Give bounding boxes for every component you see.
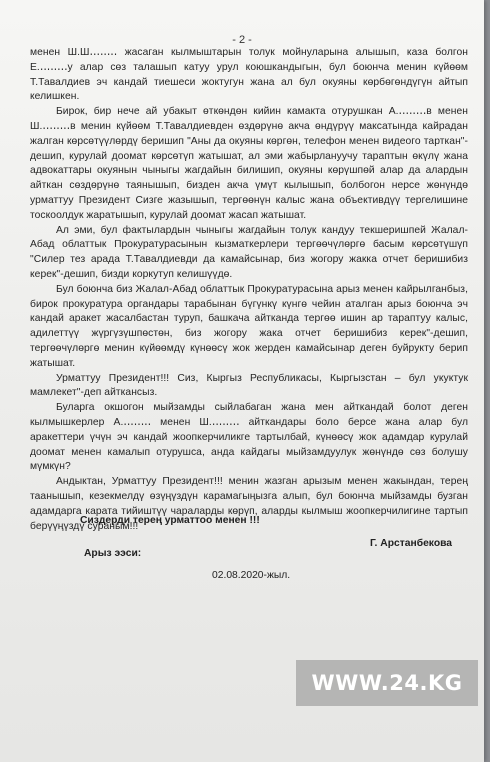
document-date: 02.08.2020-жыл. (212, 570, 291, 581)
site-watermark (296, 660, 478, 706)
paragraph: Буларга окшогон мыйзамды сыйлабаган жана мен айткандай болот деген кылмышкерлер А.‥‥‥‥ менен Ш.‥‥‥‥ айткандары боло берсе жана алар бул аракеттери үчүн эч кандай жоопкерчиликге тартылбай, күнөөсү жок адамдар курулай доомат менен камалып отурушса, анда кайдагы мыйзамдуулук жөнүндө сөз болушу мүмкүн? (30, 402, 468, 473)
applicant-label: Арыз ээси: (84, 548, 142, 559)
paragraph: Ал эми, бул фактылардын чыныгы жагдайын толук кандуу текшеришпей Жалал-Абад облаттык Прокуратурасынын кызматкерлери тергөөчүлөргө басым көрсөтүшүп "Силер тез арада Т.Тавалдиевди да камайсынар, биз жогору жакка отчет беришибиз керек"-дешип, бизди коркутуп келишүүдө. (30, 224, 468, 280)
closing-respect-line: Сиздерди терең урматтоо менен !!! (80, 515, 260, 526)
paragraph: менен Ш.Ш‥‥‥‥ жасаган кылмыштарын толук мойнуларына алышып, каза болгон Е.‥‥‥‥у алар сөз талашып катуу урул коюшкандыгын, бул боюнча менин күйөөм Т.Тавалдиев эч кандай тиешеси жоктугун жана ал бул окуяны көрбөгөндүгүн айтып келишкен. (30, 47, 468, 103)
signer-name: Г. Арстанбекова (370, 538, 453, 549)
paragraph: Андыктан, Урматтуу Президент!!! менин жазган арызым менен жакындан, терең таанышып, кезекмелдү өзүңүздүн карамагыңызга алып, бул боюнча мыйзамды бузган адамдарга карата тийиштүү чараларды көрүп, аларды кылмыш жоопкерчилигине тартып берүүңүздү сураным!!! (30, 476, 468, 532)
letter-body (30, 46, 468, 534)
paragraph: Бирок, бир нече ай убакыт өткөндөн кийин камакта отурушкан А.‥‥‥‥в менен Ш.‥‥‥‥в менин күйөөм Т.Тавалдиевден өздөрүнө акча өндүрүү максатында кайрадан жалган көрсөтүүлөрдү беришип "Аны да окуяны көргөн, телефон менен видеого тарткан"-дешип, курулай доомат көрсөтүп жатышат, ал эми жабырлануучу тараптын өкүлү жана адвокаттары окуянын чыныгы жагдайын билишип, окуяны көрүшпөй алар да алардын айткан сөздөрүнө таянышып, бизден акча үмүт кылышып, болбогон нерсе жөнүндө урматтуу Президент Сизге жазышып, тергөөнүн калыс жана объективдүү тергелишине тоскоолдук жаратышып, курулай доомат жасап жатышат. (30, 106, 468, 221)
paragraph: Бул боюнча биз Жалал-Абад облаттык Прокуратурасына арыз менен кайрылганбыз, бирок прокуратура органдары тарабынан бүгүнкү күнгө чейин аталган арыз боюнча эч кандай аракет жасалбастан туруп, башкача айтканда тергөө ишин ар тараптуу калыс, адилеттүү жүргүзүшпөстөн, биз жогору жака отчет беришибиз керек"-дешип, тергөөчүлөргө менин күйөөмдү күнөөсү жок жерден камайсынар деген буйрукту берип жатышат. (30, 283, 468, 369)
paragraph: Урматтуу Президент!!! Сиз, Кыргыз Республикасы, Кыргызстан – бул укуктук мамлекет"-деп айткансыз. (30, 372, 468, 399)
watermark-text: WWW.24.KG (311, 671, 463, 695)
page-number: - 2 - (232, 34, 252, 46)
